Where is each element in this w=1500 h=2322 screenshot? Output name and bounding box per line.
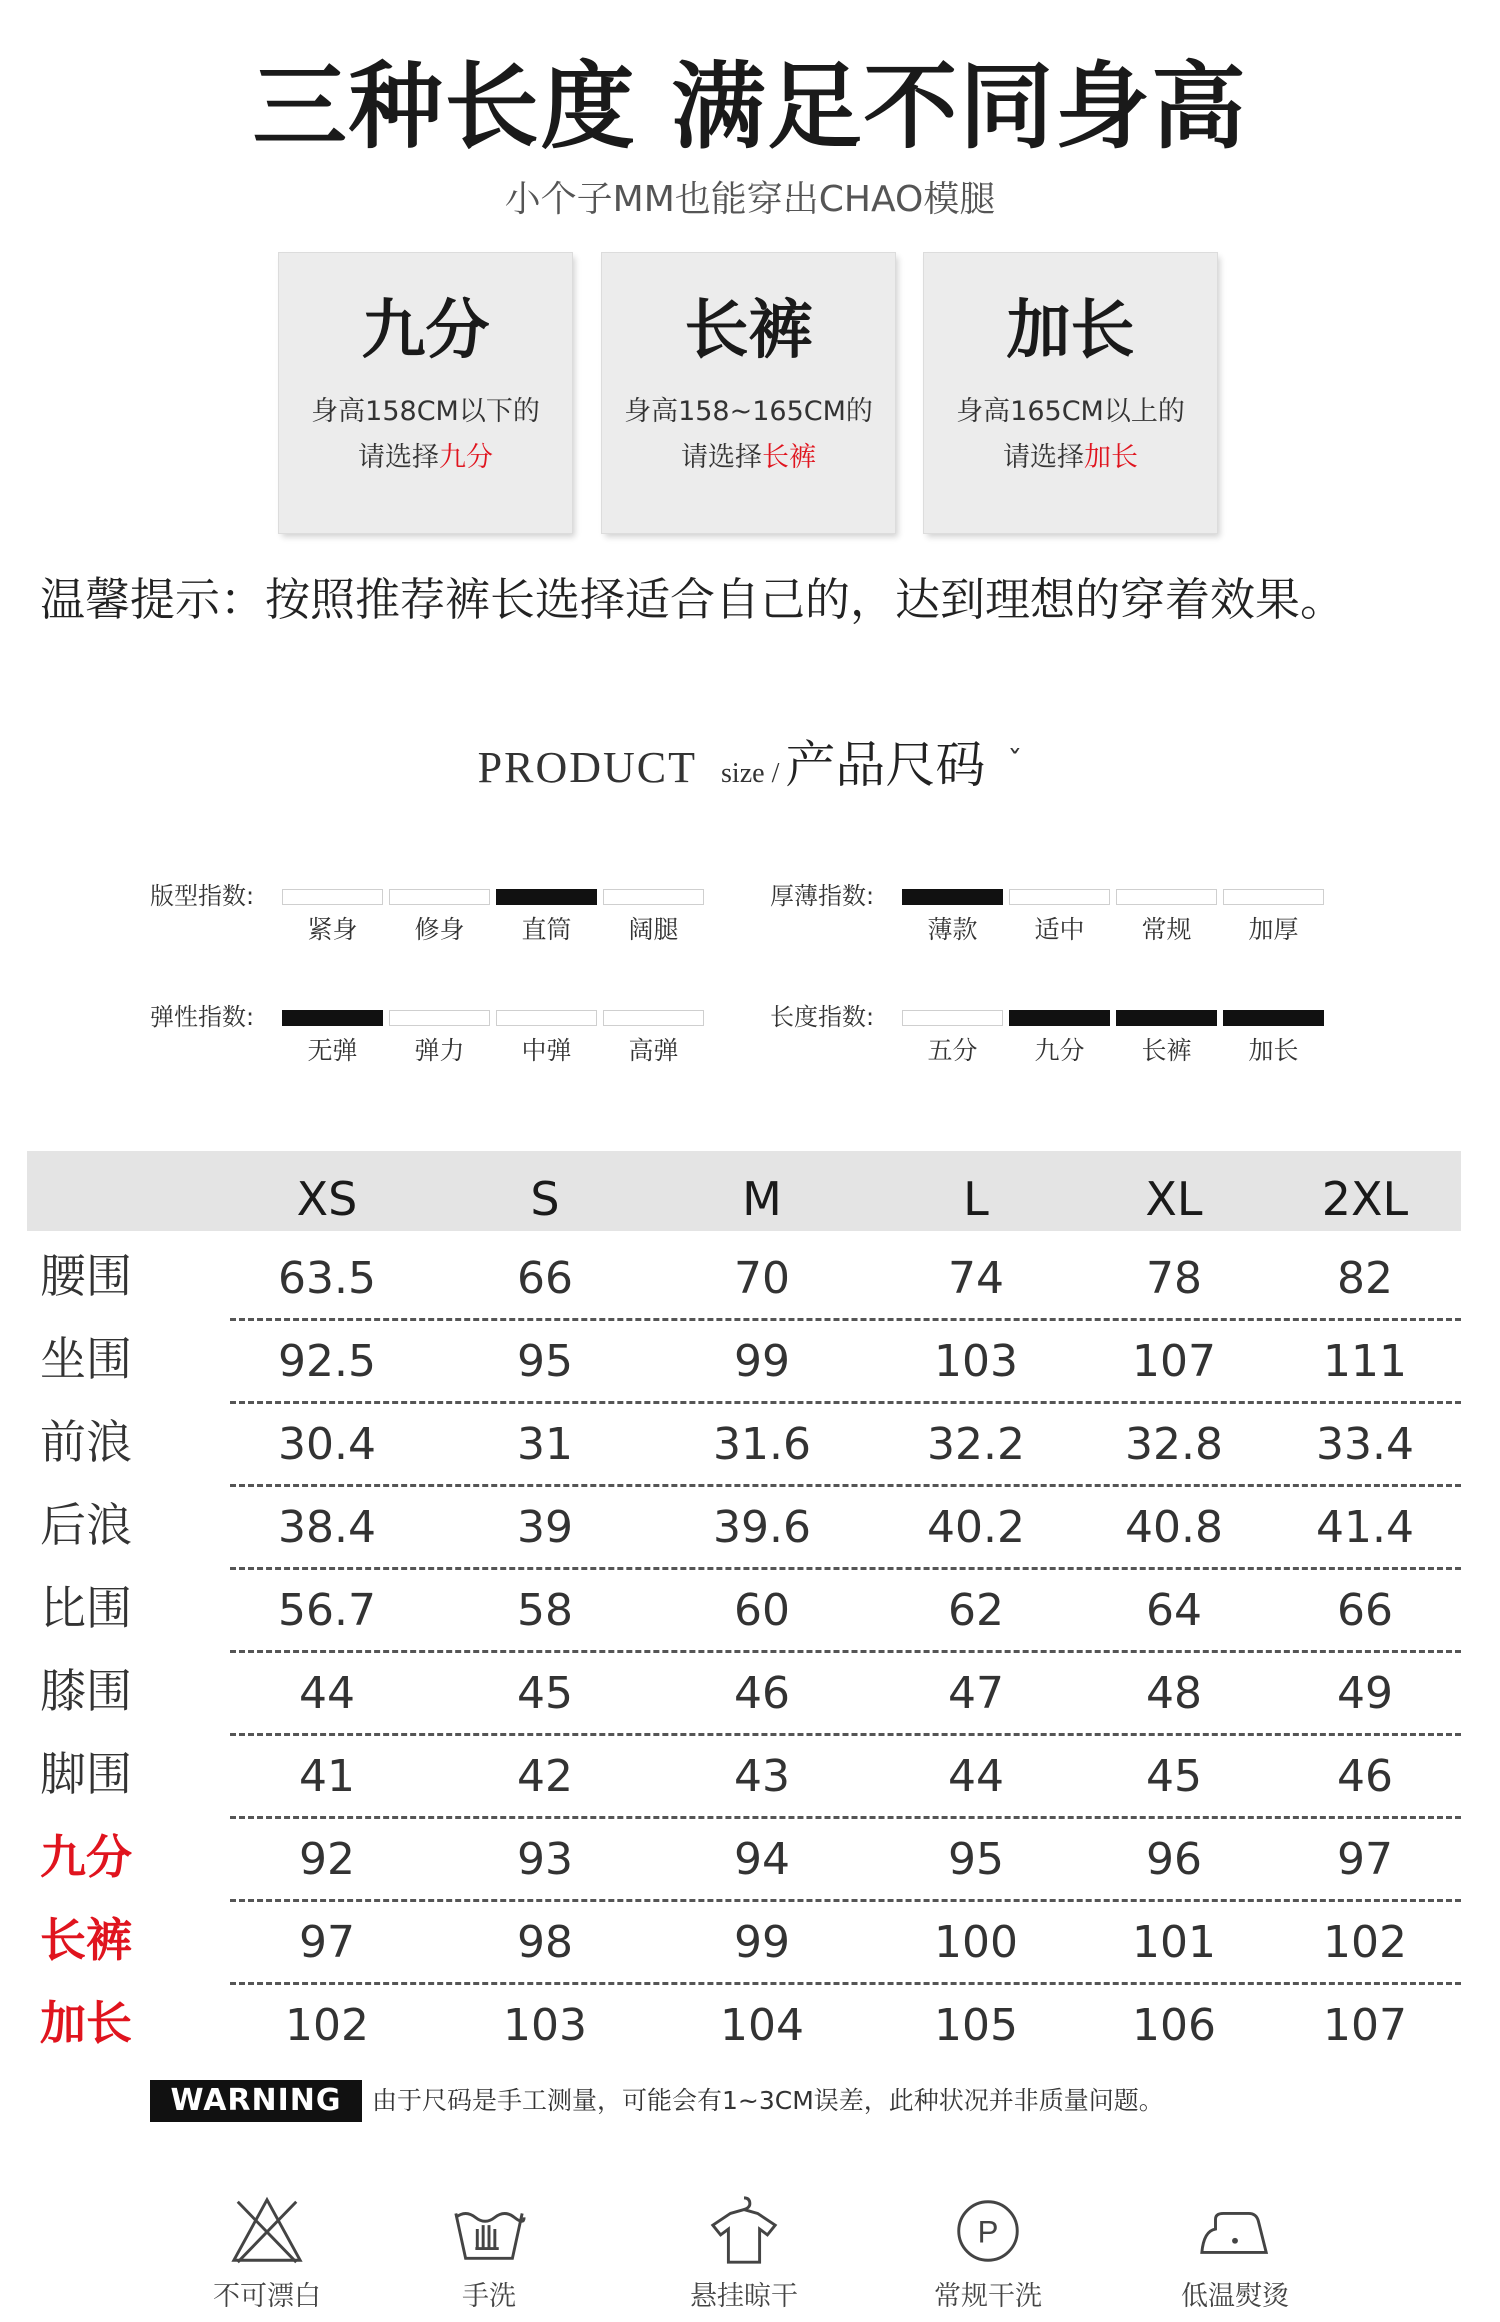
table-cell: 40.2 xyxy=(927,1502,1025,1553)
card-height-range: 身高158CM以下的 xyxy=(311,396,540,427)
length-index-bar-3 xyxy=(1223,1010,1324,1026)
size-column-xs: XS xyxy=(296,1172,358,1226)
row-divider xyxy=(230,1650,1461,1653)
fit-index-bar-1 xyxy=(389,889,490,905)
length-index-option: 九分 xyxy=(1034,1036,1085,1065)
svg-text:P: P xyxy=(977,2214,999,2250)
table-cell: 92 xyxy=(299,1834,355,1885)
length-card-jiufen xyxy=(279,253,572,533)
elasticity-index-bar-1 xyxy=(389,1010,490,1026)
card-recommend-prefix: 请选择 xyxy=(681,442,762,473)
table-cell: 32.8 xyxy=(1125,1419,1223,1470)
table-cell: 62 xyxy=(948,1585,1004,1636)
table-cell: 95 xyxy=(517,1336,573,1387)
table-cell: 99 xyxy=(734,1917,790,1968)
row-divider xyxy=(230,1899,1461,1902)
table-cell: 44 xyxy=(299,1668,355,1719)
table-cell: 95 xyxy=(948,1834,1004,1885)
card-title: 长裤 xyxy=(684,294,813,368)
chevron-down-icon: ˇ xyxy=(1007,745,1023,780)
card-title: 加长 xyxy=(1006,294,1135,368)
table-cell: 82 xyxy=(1337,1253,1393,1304)
table-cell: 105 xyxy=(934,2000,1018,2051)
thickness-index-label: 厚薄指数: xyxy=(770,882,875,910)
table-cell: 78 xyxy=(1146,1253,1202,1304)
row-label-changku: 长裤 xyxy=(40,1913,132,1967)
elasticity-index-bar-0 xyxy=(282,1010,383,1026)
row-label-front-rise: 前浪 xyxy=(40,1415,132,1469)
table-cell: 66 xyxy=(517,1253,573,1304)
size-column-xl: XL xyxy=(1145,1172,1203,1226)
card-recommend-length: 长裤 xyxy=(762,442,816,473)
length-index-label: 长度指数: xyxy=(770,1003,875,1031)
table-cell: 41.4 xyxy=(1316,1502,1414,1553)
fit-index-option: 阔腿 xyxy=(628,915,679,944)
length-index-option: 五分 xyxy=(927,1036,978,1065)
warning-badge: WARNING xyxy=(150,2080,362,2122)
length-index-option: 加长 xyxy=(1248,1036,1299,1065)
table-cell: 94 xyxy=(734,1834,790,1885)
warning-text: 由于尺码是手工测量，可能会有1~3CM误差，此种状况并非质量问题。 xyxy=(372,2086,1164,2115)
product-size-heading xyxy=(0,728,1500,812)
dry-clean-icon xyxy=(949,2192,1027,2270)
table-cell: 97 xyxy=(299,1917,355,1968)
table-cell: 56.7 xyxy=(278,1585,376,1636)
row-label-knee: 膝围 xyxy=(40,1664,132,1718)
table-cell: 48 xyxy=(1146,1668,1202,1719)
thickness-index-option: 适中 xyxy=(1034,915,1085,944)
elasticity-index-option: 弹力 xyxy=(414,1036,465,1065)
card-recommend-length: 九分 xyxy=(439,442,493,473)
table-cell: 107 xyxy=(1323,2000,1407,2051)
row-label-thigh: 比围 xyxy=(40,1581,132,1635)
table-cell: 101 xyxy=(1132,1917,1216,1968)
length-index-bar-1 xyxy=(1009,1010,1110,1026)
card-height-range: 身高158~165CM的 xyxy=(624,396,873,427)
fit-index-label: 版型指数: xyxy=(150,882,255,910)
row-divider xyxy=(230,1567,1461,1570)
thickness-index-option: 常规 xyxy=(1141,915,1192,944)
tip-text: 温馨提示：按照推荐裤长选择适合自己的，达到理想的穿着效果。 xyxy=(40,573,1346,626)
card-recommendation xyxy=(924,435,1217,481)
table-cell: 99 xyxy=(734,1336,790,1387)
table-cell: 45 xyxy=(1146,1751,1202,1802)
table-cell: 66 xyxy=(1337,1585,1393,1636)
heading-product-en: PRODUCT xyxy=(477,743,698,792)
row-label-hip: 坐围 xyxy=(40,1332,132,1386)
table-cell: 44 xyxy=(948,1751,1004,1802)
elasticity-index-option: 无弹 xyxy=(307,1036,358,1065)
table-cell: 46 xyxy=(734,1668,790,1719)
length-index-option: 长裤 xyxy=(1141,1036,1192,1065)
table-cell: 31 xyxy=(517,1419,573,1470)
table-cell: 96 xyxy=(1146,1834,1202,1885)
card-title: 九分 xyxy=(361,294,490,368)
hand-wash-icon xyxy=(450,2192,528,2270)
card-recommendation xyxy=(279,435,572,481)
table-cell: 46 xyxy=(1337,1751,1393,1802)
row-divider xyxy=(230,1318,1461,1321)
hang-dry-icon xyxy=(705,2192,783,2270)
care-label-low-iron: 低温熨烫 xyxy=(1181,2281,1289,2312)
table-cell: 39 xyxy=(517,1502,573,1553)
card-recommend-prefix: 请选择 xyxy=(1003,442,1084,473)
table-cell: 45 xyxy=(517,1668,573,1719)
table-cell: 106 xyxy=(1132,2000,1216,2051)
row-divider xyxy=(230,1733,1461,1736)
length-card-changku xyxy=(602,253,895,533)
thickness-index-bar-3 xyxy=(1223,889,1324,905)
thickness-index-option: 薄款 xyxy=(927,915,978,944)
table-cell: 49 xyxy=(1337,1668,1393,1719)
size-column-s: S xyxy=(530,1172,560,1226)
row-divider xyxy=(230,1982,1461,1985)
no-bleach-icon xyxy=(228,2192,306,2270)
fit-index-bar-2 xyxy=(496,889,597,905)
table-cell: 42 xyxy=(517,1751,573,1802)
table-cell: 100 xyxy=(934,1917,1018,1968)
table-cell: 47 xyxy=(948,1668,1004,1719)
fit-index-bar-0 xyxy=(282,889,383,905)
elasticity-index-option: 中弹 xyxy=(521,1036,572,1065)
length-index-bar-0 xyxy=(902,1010,1003,1026)
thickness-index-bar-2 xyxy=(1116,889,1217,905)
card-recommend-prefix: 请选择 xyxy=(358,442,439,473)
table-cell: 70 xyxy=(734,1253,790,1304)
size-column-l: L xyxy=(963,1172,989,1226)
table-cell: 93 xyxy=(517,1834,573,1885)
elasticity-index-bar-3 xyxy=(603,1010,704,1026)
card-height-range: 身高165CM以上的 xyxy=(956,396,1185,427)
table-cell: 43 xyxy=(734,1751,790,1802)
table-cell: 30.4 xyxy=(278,1419,376,1470)
row-label-jiufen: 九分 xyxy=(40,1830,132,1884)
elasticity-index-bar-2 xyxy=(496,1010,597,1026)
fit-index-option: 修身 xyxy=(414,915,465,944)
table-cell: 107 xyxy=(1132,1336,1216,1387)
low-iron-icon xyxy=(1196,2192,1274,2270)
heading-size-cn: 产品尺码 xyxy=(785,736,986,794)
fit-index-bar-3 xyxy=(603,889,704,905)
care-label-hang-dry: 悬挂晾干 xyxy=(690,2281,798,2312)
table-cell: 60 xyxy=(734,1585,790,1636)
page-subtitle: 小个子MM也能穿出CHAO模腿 xyxy=(504,179,996,220)
length-index-bar-2 xyxy=(1116,1010,1217,1026)
table-cell: 102 xyxy=(1323,1917,1407,1968)
row-divider xyxy=(230,1401,1461,1404)
page-title: 三种长度 满足不同身高 xyxy=(252,53,1248,162)
size-column-m: M xyxy=(742,1172,782,1226)
fit-index-option: 直筒 xyxy=(521,915,572,944)
care-label-dry-clean: 常规干洗 xyxy=(934,2281,1042,2312)
fit-index-option: 紧身 xyxy=(307,915,358,944)
thickness-index-bar-1 xyxy=(1009,889,1110,905)
table-cell: 63.5 xyxy=(278,1253,376,1304)
table-cell: 33.4 xyxy=(1316,1419,1414,1470)
table-cell: 40.8 xyxy=(1125,1502,1223,1553)
row-label-waist: 腰围 xyxy=(40,1249,132,1303)
size-column-2xl: 2XL xyxy=(1321,1172,1409,1226)
table-cell: 97 xyxy=(1337,1834,1393,1885)
row-divider xyxy=(230,1816,1461,1819)
table-cell: 98 xyxy=(517,1917,573,1968)
thickness-index-option: 加厚 xyxy=(1248,915,1299,944)
elasticity-index-option: 高弹 xyxy=(628,1036,679,1065)
table-cell: 64 xyxy=(1146,1585,1202,1636)
table-cell: 38.4 xyxy=(278,1502,376,1553)
table-cell: 102 xyxy=(285,2000,369,2051)
table-cell: 31.6 xyxy=(713,1419,811,1470)
length-card-jiachang xyxy=(924,253,1217,533)
elasticity-index-label: 弹性指数: xyxy=(150,1003,255,1031)
row-label-back-rise: 后浪 xyxy=(40,1498,132,1552)
care-label-no-bleach: 不可漂白 xyxy=(213,2281,321,2312)
table-cell: 74 xyxy=(948,1253,1004,1304)
table-cell: 92.5 xyxy=(278,1336,376,1387)
row-divider xyxy=(230,1484,1461,1487)
row-label-hem: 脚围 xyxy=(40,1747,132,1801)
care-label-hand-wash: 手洗 xyxy=(462,2281,516,2312)
table-cell: 104 xyxy=(720,2000,804,2051)
table-cell: 103 xyxy=(934,1336,1018,1387)
table-cell: 32.2 xyxy=(927,1419,1025,1470)
table-cell: 58 xyxy=(517,1585,573,1636)
card-recommendation xyxy=(602,435,895,481)
card-recommend-length: 加长 xyxy=(1084,442,1138,473)
table-cell: 39.6 xyxy=(713,1502,811,1553)
thickness-index-bar-0 xyxy=(902,889,1003,905)
table-cell: 111 xyxy=(1323,1336,1407,1387)
table-cell: 41 xyxy=(299,1751,355,1802)
heading-size-en: size / xyxy=(721,758,780,789)
row-label-jiachang: 加长 xyxy=(40,1996,132,2050)
table-cell: 103 xyxy=(503,2000,587,2051)
